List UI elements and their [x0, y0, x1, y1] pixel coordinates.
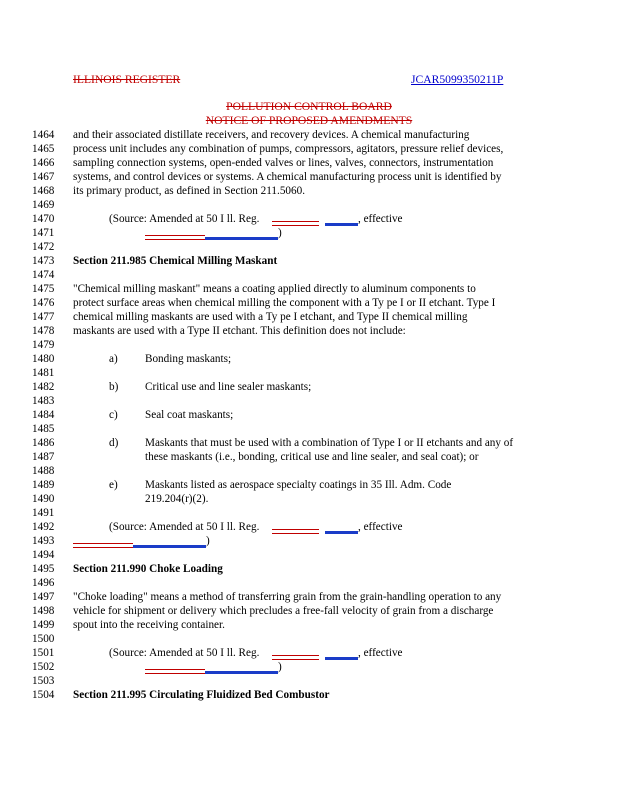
line-number: 1472 [32, 241, 55, 253]
list-item-text: Critical use and line sealer maskants; [145, 381, 312, 393]
inserted-blank [133, 545, 206, 548]
list-label: d) [109, 437, 119, 449]
source-close: ) [278, 227, 282, 239]
line-number: 1484 [32, 409, 55, 421]
body-text-line: and their associated distillate receivers, and recovery devices. A chemical manufacturing [73, 129, 470, 141]
deleted-blank [145, 669, 205, 674]
body-text-line: systems, and control devices or systems. A chemical manufacturing process unit is identified by [73, 171, 502, 183]
list-item-text: Maskants listed as aerospace specialty coatings in 35 Ill. Adm. Code [145, 479, 452, 491]
body-text-line: its primary product, as defined in Section 211.5060. [73, 185, 305, 197]
line-number: 1479 [32, 339, 55, 351]
line-number: 1504 [32, 689, 55, 701]
line-number: 1502 [32, 661, 55, 673]
body-text-line: "Choke loading" means a method of transferring grain from the grain-handling operation to any [73, 591, 502, 603]
line-number: 1478 [32, 325, 55, 337]
line-number: 1501 [32, 647, 55, 659]
line-number: 1475 [32, 283, 55, 295]
deleted-blank [73, 543, 133, 548]
inserted-blank [205, 671, 278, 674]
source-effective: , effective [358, 521, 403, 533]
board-title: POLLUTION CONTROL BOARD [226, 100, 392, 113]
line-number: 1490 [32, 493, 55, 505]
source-note: (Source: Amended at 50 I ll. Reg. [109, 213, 260, 225]
body-text-line: "Chemical milling maskant" means a coating applied directly to aluminum components to [73, 283, 476, 295]
line-number: 1498 [32, 605, 55, 617]
line-number: 1473 [32, 255, 55, 267]
inserted-blank [205, 237, 278, 240]
body-text-line: protect surface areas when chemical milling the component with a Ty pe I or II etchant. Type I [73, 297, 496, 309]
list-item-text: these maskants (i.e., bonding, critical use and line sealer, and seal coat); or [145, 451, 479, 463]
line-number: 1497 [32, 591, 55, 603]
source-effective: , effective [358, 213, 403, 225]
line-number: 1488 [32, 465, 55, 477]
section-heading: Section 211.990 Choke Loading [73, 563, 223, 575]
line-number: 1483 [32, 395, 55, 407]
line-number: 1481 [32, 367, 55, 379]
line-number: 1486 [32, 437, 55, 449]
line-number: 1476 [32, 297, 55, 309]
line-number: 1489 [32, 479, 55, 491]
body-text-line: vehicle for shipment or delivery which precludes a free-fall velocity of grain from a discharge [73, 605, 494, 617]
inserted-blank [325, 531, 358, 534]
line-number: 1500 [32, 633, 55, 645]
deleted-blank [145, 235, 205, 240]
line-number: 1487 [32, 451, 55, 463]
source-close: ) [206, 535, 210, 547]
list-label: a) [109, 353, 118, 365]
line-number: 1493 [32, 535, 55, 547]
line-number: 1496 [32, 577, 55, 589]
inserted-blank [325, 657, 358, 660]
list-label: b) [109, 381, 119, 393]
list-item-text: Maskants that must be used with a combination of Type I or II etchants and any of [145, 437, 514, 449]
line-number: 1467 [32, 171, 55, 183]
body-text-line: spout into the receiving container. [73, 619, 225, 631]
list-item-text: Bonding maskants; [145, 353, 232, 365]
register-title: ILLINOIS REGISTER [73, 73, 181, 86]
line-number: 1465 [32, 143, 55, 155]
line-number: 1491 [32, 507, 55, 519]
body-text-line: sampling connection systems, open-ended valves or lines, valves, connectors, instrumentation [73, 157, 494, 169]
inserted-blank [325, 223, 358, 226]
list-item-text: 219.204(r)(2). [145, 493, 209, 505]
source-note: (Source: Amended at 50 I ll. Reg. [109, 521, 260, 533]
line-number: 1485 [32, 423, 55, 435]
document-code-link[interactable]: JCAR5099350211P [411, 73, 504, 86]
list-item-text: Seal coat maskants; [145, 409, 234, 421]
deleted-blank [272, 221, 319, 226]
list-label: e) [109, 479, 118, 491]
section-heading: Section 211.995 Circulating Fluidized Bed Combustor [73, 689, 330, 701]
line-number: 1471 [32, 227, 55, 239]
line-number: 1503 [32, 675, 55, 687]
line-number: 1482 [32, 381, 55, 393]
list-label: c) [109, 409, 118, 421]
source-effective: , effective [358, 647, 403, 659]
line-number: 1495 [32, 563, 55, 575]
source-note: (Source: Amended at 50 I ll. Reg. [109, 647, 260, 659]
line-number: 1477 [32, 311, 55, 323]
source-close: ) [278, 661, 282, 673]
line-number: 1468 [32, 185, 55, 197]
line-number: 1499 [32, 619, 55, 631]
deleted-blank [272, 529, 319, 534]
body-text-line: maskants are used with a Type II etchant. This definition does not include: [73, 325, 406, 337]
body-text-line: chemical milling maskants are used with a Ty pe I etchant, and Type II chemical milling [73, 311, 468, 323]
line-number: 1494 [32, 549, 55, 561]
line-number: 1470 [32, 213, 55, 225]
deleted-blank [272, 655, 319, 660]
line-number: 1492 [32, 521, 55, 533]
line-number: 1480 [32, 353, 55, 365]
line-number: 1469 [32, 199, 55, 211]
line-number: 1466 [32, 157, 55, 169]
body-text-line: process unit includes any combination of pumps, compressors, agitators, pressure relief devices, [73, 143, 504, 155]
line-number: 1474 [32, 269, 55, 281]
line-number: 1464 [32, 129, 55, 141]
notice-title: NOTICE OF PROPOSED AMENDMENTS [205, 114, 413, 127]
section-heading: Section 211.985 Chemical Milling Maskant [73, 255, 278, 267]
